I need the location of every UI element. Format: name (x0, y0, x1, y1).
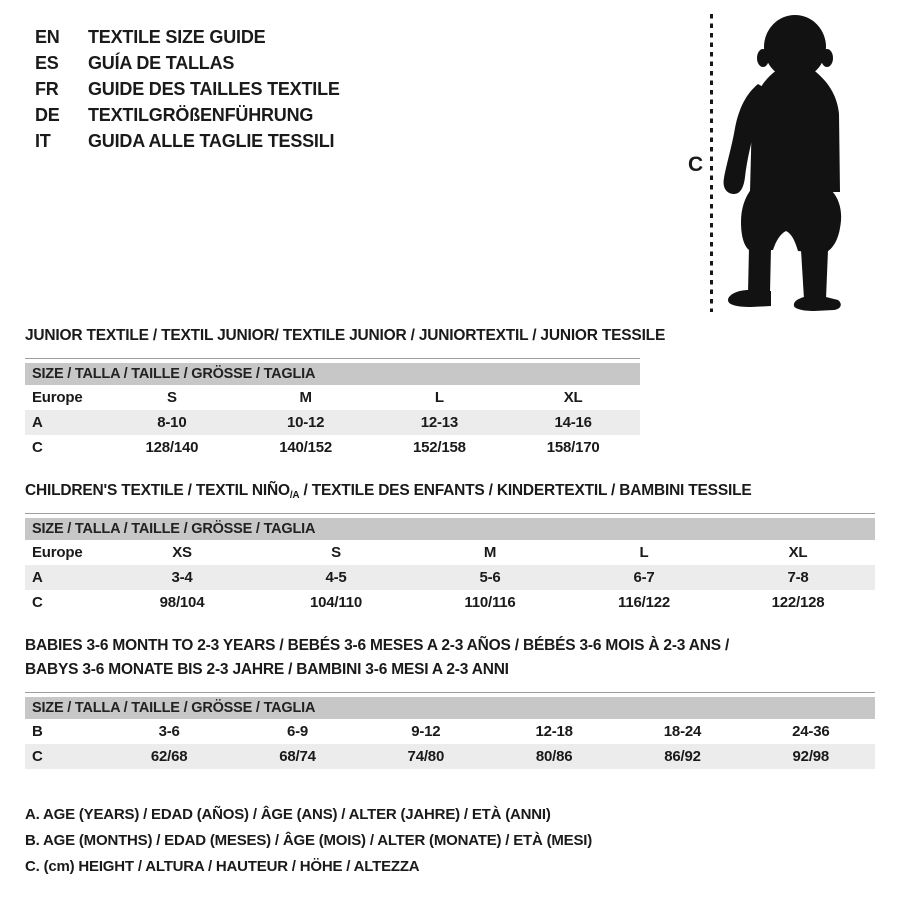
table-cell: 18-24 (663, 723, 702, 740)
title-line: BABYS 3-6 MONATE BIS 2-3 JAHRE / BAMBINI 3-6 MESI A 2-3 ANNI (25, 661, 509, 678)
language-label: GUIDA ALLE TAGLIE TESSILI (88, 131, 335, 151)
language-label: GUIDE DES TAILLES TEXTILE (88, 79, 340, 99)
language-row (35, 50, 340, 76)
language-row (35, 102, 340, 128)
table-cell: 158/170 (546, 439, 600, 456)
table-row (25, 744, 875, 769)
table-cell: 7-8 (787, 569, 809, 586)
language-row (35, 76, 340, 102)
row-label: C (32, 748, 43, 765)
language-code: ES (35, 53, 59, 73)
table-cell: 3-6 (158, 723, 180, 740)
children-size-table (25, 513, 875, 615)
language-label: TEXTILE SIZE GUIDE (88, 27, 266, 47)
language-code: EN (35, 27, 60, 47)
section-title-children (25, 482, 751, 501)
table-cell: M (299, 389, 312, 406)
table-row (25, 590, 875, 615)
table-cell: 6-7 (633, 569, 655, 586)
section-title-junior: JUNIOR TEXTILE / TEXTIL JUNIOR/ TEXTILE JUNIOR / JUNIORTEXTIL / JUNIOR TESSILE (25, 327, 666, 344)
table-cell: 3-4 (171, 569, 193, 586)
language-code: DE (35, 105, 60, 125)
table-cell: XL (788, 544, 808, 561)
row-label: Europe (32, 544, 83, 561)
legend-line-c: C. (cm) HEIGHT / ALTURA / HAUTEUR / HÖHE / ALTEZZA (25, 858, 420, 875)
title-line: BABIES 3-6 MONTH TO 2-3 YEARS / BEBÉS 3-6 MESES A 2-3 AÑOS / BÉBÉS 3-6 MOIS À 2-3 ANS / (25, 637, 730, 654)
language-row (35, 24, 340, 50)
table-cell: 92/98 (792, 748, 830, 765)
language-code: IT (35, 131, 51, 151)
junior-size-table (25, 358, 640, 460)
table-cell: 116/122 (618, 594, 670, 611)
table-row (25, 385, 640, 410)
row-label: C (32, 439, 43, 456)
table-row (25, 565, 875, 590)
table-cell: 68/74 (279, 748, 316, 765)
height-measure-label: C (688, 153, 703, 176)
row-label: Europe (32, 389, 83, 406)
table-cell: 74/80 (407, 748, 445, 765)
size-header-bar: SIZE / TALLA / TAILLE / GRÖSSE / TAGLIA (25, 697, 875, 719)
table-cell: 98/104 (159, 594, 205, 611)
title-subscript: /A (289, 490, 300, 501)
language-row (35, 128, 340, 154)
table-cell: S (331, 544, 341, 561)
title-text: / TEXTILE DES ENFANTS / KINDERTEXTIL / BAMBINI TESSILE (299, 482, 752, 499)
table-cell: 8-10 (157, 414, 187, 431)
size-header-bar: SIZE / TALLA / TAILLE / GRÖSSE / TAGLIA (25, 363, 640, 385)
table-cell: XS (172, 544, 192, 561)
table-cell: 152/158 (412, 439, 466, 456)
table-body (25, 719, 875, 769)
table-row (25, 435, 640, 460)
table-cell: 12-18 (535, 723, 573, 740)
height-measure-dotted-line-icon (710, 14, 713, 312)
table-cell: 110/116 (464, 594, 516, 611)
table-cell: 6-9 (286, 723, 309, 740)
table-cell: 128/140 (145, 439, 199, 456)
legend-line-b: B. AGE (MONTHS) / EDAD (MESES) / ÂGE (MOIS) / ALTER (MONATE) / ETÀ (MESI) (25, 832, 593, 849)
table-cell: 4-5 (325, 569, 347, 586)
baby-silhouette-icon (718, 10, 852, 312)
row-label: A (32, 414, 43, 431)
row-label: B (32, 723, 43, 740)
table-cell: 24-36 (792, 723, 830, 740)
table-row (25, 410, 640, 435)
table-row (25, 719, 875, 744)
table-cell: 80/86 (535, 748, 573, 765)
language-code: FR (35, 79, 59, 99)
table-cell: M (483, 544, 497, 561)
table-cell: 12-13 (420, 414, 459, 431)
table-cell: S (166, 389, 177, 406)
table-body (25, 540, 875, 615)
table-cell: 9-12 (411, 723, 441, 740)
table-cell: L (434, 389, 444, 406)
row-label: A (32, 569, 43, 586)
legend (25, 802, 592, 880)
size-header-bar: SIZE / TALLA / TAILLE / GRÖSSE / TAGLIA (25, 518, 875, 540)
language-list (35, 24, 340, 154)
table-row (25, 540, 875, 565)
table-cell: 14-16 (554, 414, 592, 431)
table-cell: 62/68 (150, 748, 188, 765)
table-cell: 10-12 (286, 414, 325, 431)
table-cell: 86/92 (664, 748, 701, 765)
title-text: CHILDREN'S TEXTILE / TEXTIL NIÑO (25, 482, 290, 499)
table-body (25, 385, 640, 460)
table-cell: XL (563, 389, 583, 406)
section-title-babies (25, 634, 729, 682)
language-label: GUÍA DE TALLAS (88, 53, 235, 73)
legend-line-a: A. AGE (YEARS) / EDAD (AÑOS) / ÂGE (ANS) / ALTER (JAHRE) / ETÀ (ANNI) (25, 806, 551, 823)
language-label: TEXTILGRÖßENFÜHRUNG (88, 105, 314, 125)
table-cell: L (639, 544, 649, 561)
table-cell: 122/128 (771, 594, 825, 611)
table-cell: 5-6 (479, 569, 501, 586)
babies-size-table (25, 692, 875, 769)
table-cell: 140/152 (279, 439, 333, 456)
table-cell: 104/110 (310, 594, 362, 611)
row-label: C (32, 594, 43, 611)
